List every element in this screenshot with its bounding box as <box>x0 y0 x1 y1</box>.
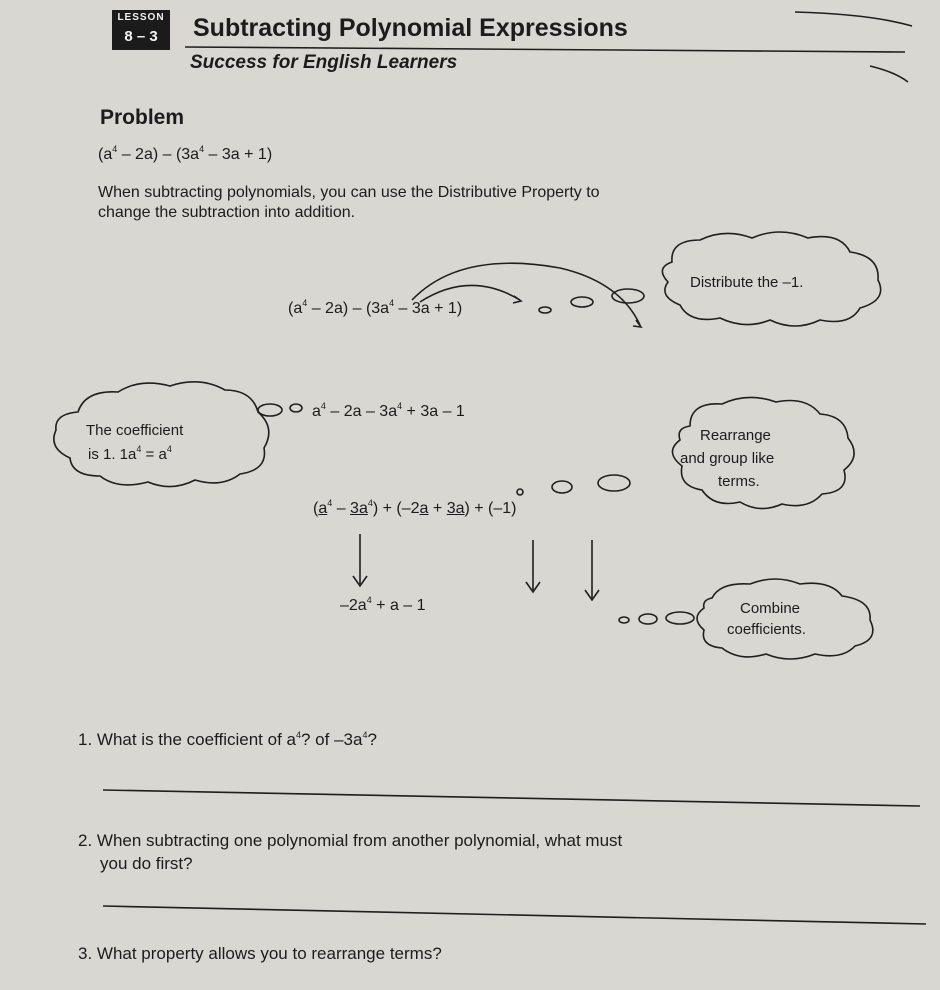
question-1: 1. What is the coefficient of $a^4$? of $-3a^4$? <box>78 730 377 749</box>
rearrange-bubble-line3: terms. <box>718 473 760 490</box>
header-corner-line-2 <box>870 66 908 82</box>
thought-dot <box>290 404 302 412</box>
step1-expression: $(a^4 - 2a) - (3a^4 - 3a + 1)$ <box>288 298 463 317</box>
thought-dot <box>598 475 630 491</box>
thought-dot <box>258 404 282 416</box>
answer-line-q1 <box>103 790 920 806</box>
coefficient-bubble-line1: The coefficient <box>86 422 184 439</box>
question-3: 3. What property allows you to rearrange terms? <box>78 944 442 963</box>
problem-heading: Problem <box>100 106 185 129</box>
step3-expression: $(a^4 - 3a^4) + (-2a + 3a) + (-1)$ <box>313 498 517 517</box>
coefficient-bubble-line2: is 1. $1a^4 = a^4$ <box>88 444 172 463</box>
thought-dot <box>612 289 644 303</box>
step4-expression: $-2a^4 + a - 1$ <box>340 595 426 614</box>
rearrange-bubble-line1: Rearrange <box>700 427 771 444</box>
question-2-line1: 2. When subtracting one polynomial from another polynomial, what must <box>78 831 623 850</box>
distribute-bubble-text: Distribute the –1. <box>690 274 804 291</box>
thought-dot <box>666 612 694 624</box>
thought-dot <box>552 481 572 493</box>
page-title: Subtracting Polynomial Expressions <box>193 14 628 42</box>
header-corner-line <box>795 12 912 26</box>
step2-expression: $a^4 - 2a - 3a^4 + 3a - 1$ <box>312 401 465 420</box>
page-subtitle: Success for English Learners <box>190 52 458 73</box>
combine-bubble-line1: Combine <box>740 600 801 617</box>
lesson-label: LESSON <box>117 12 165 23</box>
arc-arrowhead <box>513 296 521 303</box>
thought-dot <box>619 617 629 623</box>
question-2-line2: you do first? <box>100 854 193 873</box>
lesson-number: 8 – 3 <box>124 28 158 45</box>
thought-dot <box>539 307 551 313</box>
combine-bubble-line2: coefficients. <box>727 621 806 638</box>
problem-description-line1: When subtracting polynomials, you can use the Distributive Property to <box>98 184 600 201</box>
answer-line-q2 <box>103 906 926 924</box>
lesson-badge <box>112 10 170 50</box>
rearrange-bubble-line2: and group like <box>680 450 775 467</box>
thought-dot <box>517 489 523 495</box>
thought-dot <box>571 297 593 307</box>
thought-dot <box>639 614 657 624</box>
problem-expression: $(a^4 - 2a) - (3a^4 - 3a + 1)$ <box>98 144 273 163</box>
problem-description-line2: change the subtraction into addition. <box>98 204 356 221</box>
